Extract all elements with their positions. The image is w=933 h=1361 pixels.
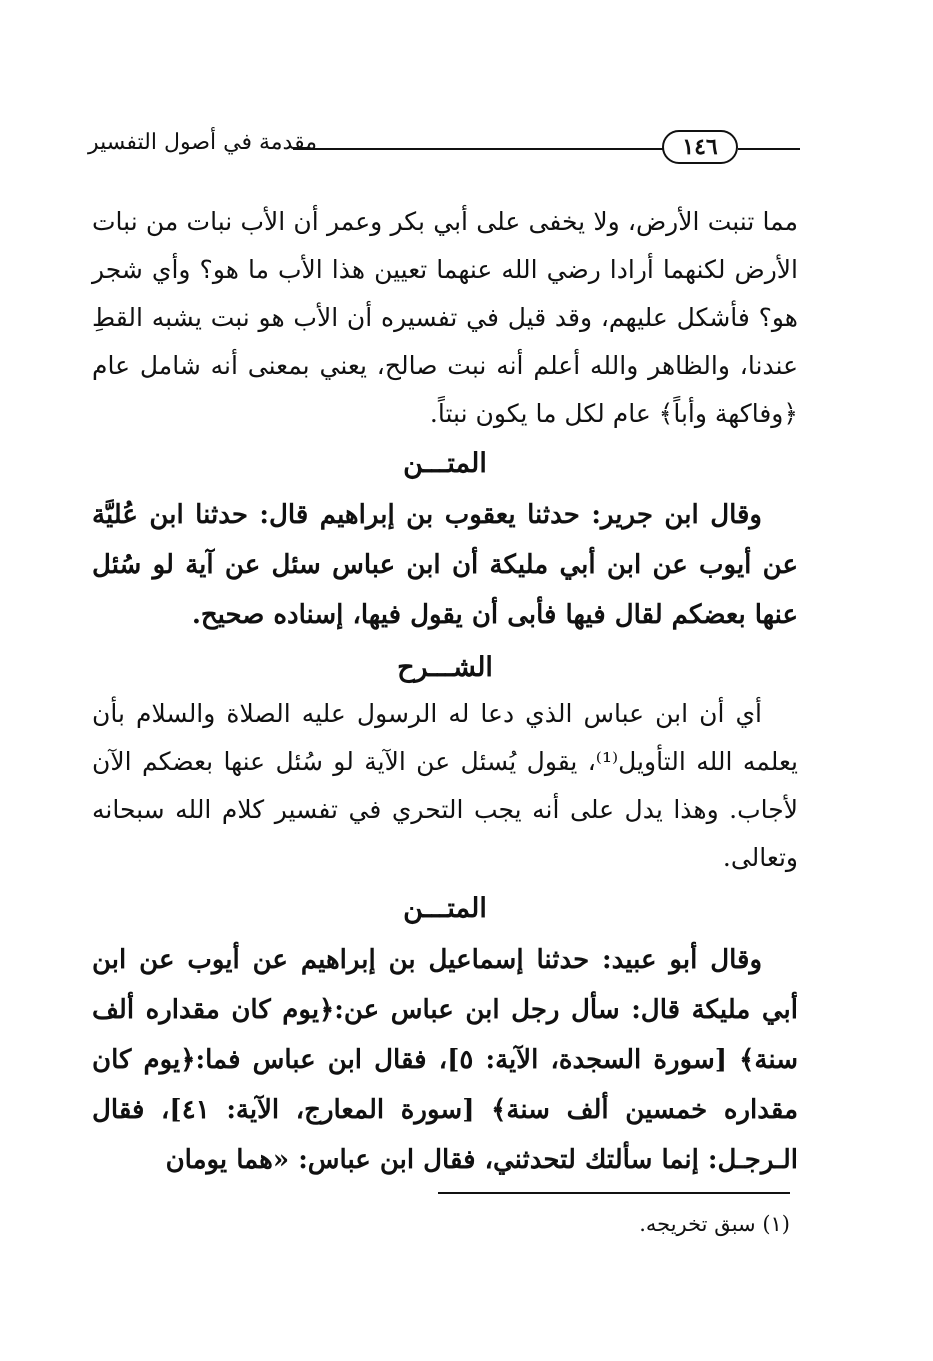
matn-heading-2: المتـــن [403, 893, 487, 924]
book-title: مقدمة في أصول التفسير [88, 130, 318, 155]
matn-text-2-content: وقال أبو عبيد: حدثنا إسماعيل بن إبراهيم عن أيوب عن ابن أبي مليكة قال: سأل رجل ابن عباس عن:﴿يوم كان مقداره ألف سنة﴾ [سورة السجدة، الآية: ٥]، فقال ابن عباس فما:﴿يوم كان مقداره خمسين ألف سنة﴾ [سورة المعارج، الآية: ٤١]، فقال الـرجـل: إنما سألتك لتحدثني، فقال ابن عباس: «هما يومان [92, 945, 798, 1175]
matn-text-1 [92, 490, 798, 640]
matn-heading-1: المتـــن [403, 448, 487, 479]
header-rule-right [738, 148, 800, 150]
header-rule-left [293, 148, 663, 150]
matn-block-1 [92, 490, 798, 640]
intro-paragraph-block [92, 198, 798, 438]
sharh-block [92, 690, 798, 882]
footnote: (١) سبق تخريجه. [639, 1212, 790, 1236]
sharh-heading: الشـــرح [397, 652, 493, 683]
intro-paragraph: مما تنبت الأرض، ولا يخفى على أبي بكر وعمر أن الأب نبات من نبات الأرض لكنهما أرادا رضي الله عنهما تعيين هذا الأب ما هو؟ وأي شجر هو؟ فأشكل عليهم، وقد قيل في تفسيره أن الأب هو نبت يشبه القطِ عندنا، والظاهر والله أعلم أنه نبت صالح، يعني بمعنى أنه شامل عام ﴿وفاكهة وأباً﴾ عام لكل ما يكون نبتاً. [92, 207, 798, 428]
sharh-text-content: أي أن ابن عباس الذي دعا له الرسول عليه الصلاة والسلام بأن يعلمه الله التأويل⁽¹⁾، يقول يُسئل عن الآية لو سُئل عنها بعضكم الآن لأجاب. وهذا يدل على أنه يجب التحري في تفسير كلام الله سبحانه وتعالى. [92, 699, 798, 872]
footnote-separator [438, 1192, 790, 1194]
page-header [88, 126, 800, 170]
matn-text-1-content: وقال ابن جرير: حدثنا يعقوب بن إبراهيم قال: حدثنا ابن عُليَّة عن أيوب عن ابن أبي مليكة أن ابن عباس سئل عن آية لو سُئل عنها بعضكم لقال فيها فأبى أن يقول فيها، إسناده صحيح. [92, 500, 798, 630]
page-number: ١٤٦ [662, 130, 738, 164]
sharh-text [92, 690, 798, 882]
matn-text-2 [92, 935, 798, 1185]
matn-block-2 [92, 935, 798, 1185]
